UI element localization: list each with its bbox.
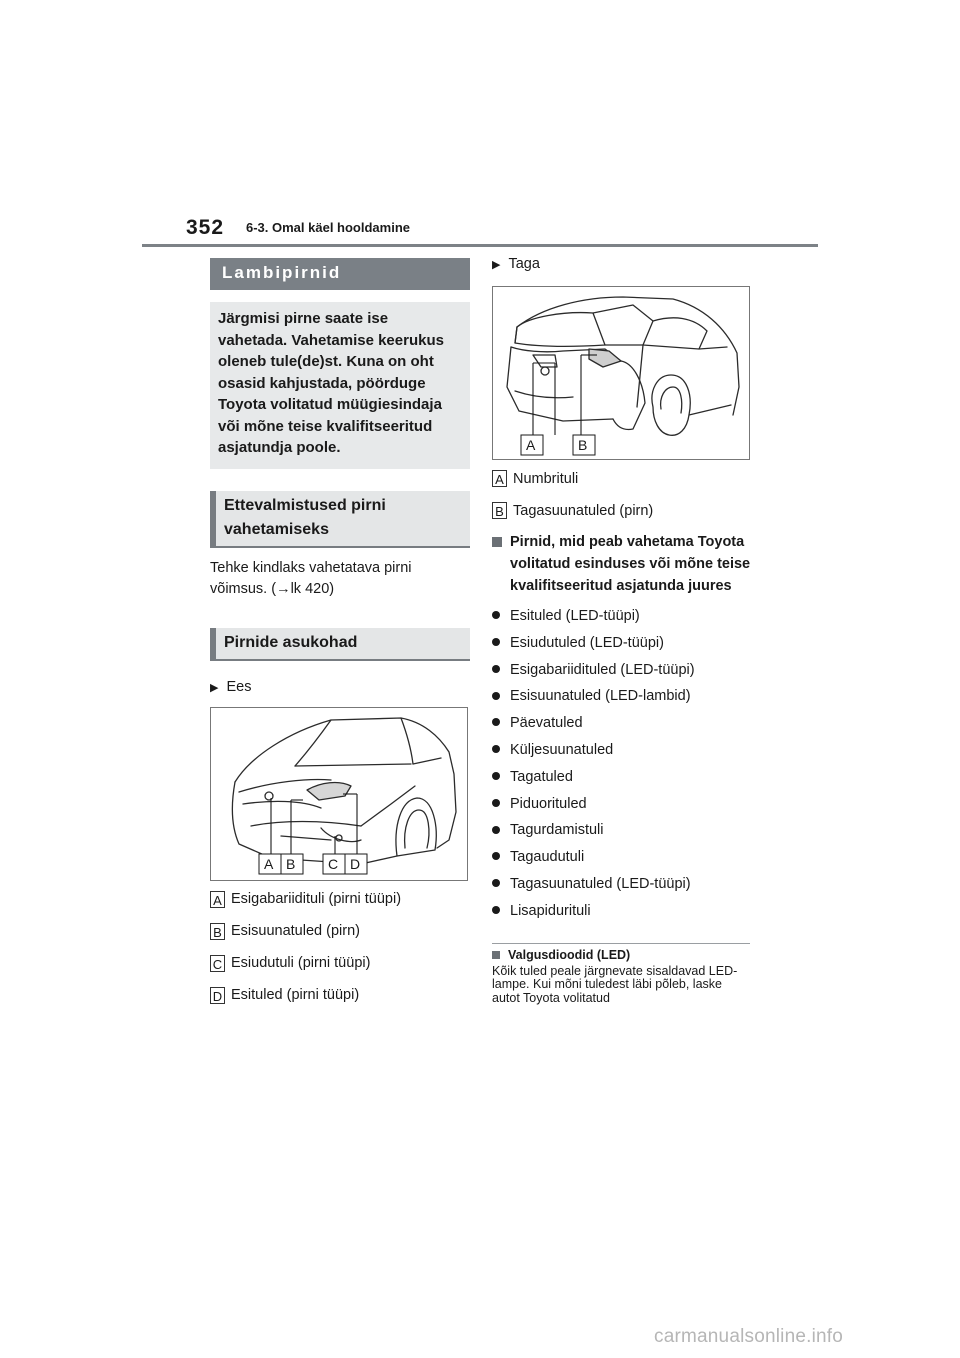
callout-text: Esiudutuli (pirni tüüpi) [231,955,371,971]
front-car-illustration [211,708,467,880]
list-item: Esigabariidituled (LED-tüüpi) [492,657,752,684]
prep-text: Tehke kindlaks vahetatava pirni võimsus. (→lk 420) [210,559,412,597]
led-heading-row [492,948,752,962]
callout-badge: D [210,987,225,1004]
rear-car-figure [492,286,750,460]
rear-label: Taga [508,256,540,272]
callout-text: Esisuunatuled (pirn) [231,923,360,939]
square-icon [492,951,500,959]
front-label-row [210,679,470,695]
svg-text:A: A [264,855,274,872]
rear-callout-b [492,502,752,519]
led-text: Kõik tuled peale järgnevate sisaldavad LED-lampe. Kui mõni tuledest läbi põleb, laske autot Toyota volitatud [492,963,738,1005]
prep-heading: Ettevalmistused pirni vahetamiseks [210,491,470,548]
arrow-icon: ▶ [210,681,219,694]
list-item: Piduorituled [492,791,752,818]
front-label: Ees [226,678,252,695]
dot-icon [492,692,500,700]
front-callout-a [210,891,470,908]
rear-label-row [492,256,752,272]
callout-text: Esituled (pirni tüüpi) [231,987,360,1003]
locations-heading: Pirnide asukohad [210,628,470,661]
dot-icon [492,665,500,673]
callout-badge: A [210,891,225,908]
left-column [210,258,470,1004]
square-icon [492,537,502,547]
list-item: Lisapidurituli [492,898,752,925]
callout-badge: C [210,955,225,972]
parts-heading: Pirnid, mid peab vahetama Toyota volitatud esinduses või mõne teise kvalifitseeritud asjatunda juures [510,534,751,594]
list-item: Tagaudutuli [492,844,752,871]
list-item: Tagasuunatuled (LED-tüüpi) [492,871,752,898]
svg-text:C: C [328,855,339,872]
callout-text: Tagasuunatuled (pirn) [513,502,654,519]
list-item: Päevatuled [492,710,752,737]
led-divider [492,943,750,944]
callout-text: Esigabariidituli (pirni tüüpi) [231,891,402,907]
led-heading: Valgusdioodid (LED) [508,947,631,962]
dot-icon [492,852,500,860]
dot-icon [492,718,500,726]
chapter-title: 6-3. Omal käel hooldamine [246,220,410,235]
svg-text:B: B [578,437,588,453]
header-rule [142,244,818,247]
front-callout-c [210,955,470,972]
intro-box: Järgmisi pirne saate ise vahetada. Vahetamise keerukus oleneb tule(de)st. Kuna on oht osasid kahjustada, pöörduge Toyota volitatud müügiesindaja või mõne teise kvalifitseeritud asjatundja poole. [210,302,470,469]
list-item: Tagatuled [492,764,752,791]
parts-list [492,603,752,925]
dot-icon [492,745,500,753]
svg-text:D: D [350,855,361,872]
front-callout-b [210,923,470,940]
watermark: carmanualsonline.info [654,1326,844,1347]
rear-callout-a [492,470,752,487]
callout-text: Numbrituli [513,470,579,487]
dot-icon [492,611,500,619]
list-item: Esituled (LED-tüüpi) [492,603,752,630]
svg-text:B: B [286,855,296,872]
callout-badge: B [492,502,507,519]
dot-icon [492,879,500,887]
section-title: Lambipirnid [210,258,470,290]
list-item: Esiudutuled (LED-tüüpi) [492,630,752,657]
list-item: Küljesuunatuled [492,737,752,764]
dot-icon [492,638,500,646]
dot-icon [492,906,500,914]
dot-icon [492,799,500,807]
page-number: 352 [186,216,225,239]
right-column [492,250,752,1005]
parts-heading-row [492,531,752,597]
dot-icon [492,826,500,834]
arrow-icon: ▶ [492,259,501,271]
callout-badge: B [210,923,225,940]
svg-text:A: A [526,437,536,453]
callout-badge: A [492,470,507,487]
front-car-figure [210,707,468,881]
list-item: Tagurdamistuli [492,817,752,844]
dot-icon [492,772,500,780]
list-item: Esisuunatuled (LED-lambid) [492,683,752,710]
front-callout-d [210,987,470,1004]
rear-car-illustration [493,287,749,459]
